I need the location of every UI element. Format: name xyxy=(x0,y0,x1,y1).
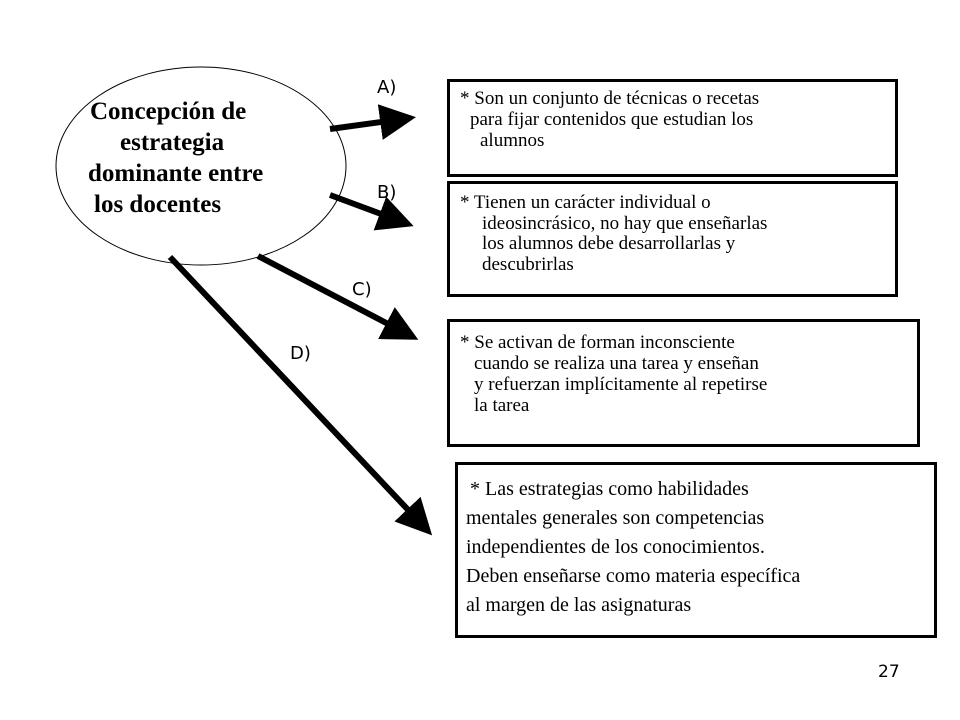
page-number: 27 xyxy=(878,662,900,682)
description-box-c xyxy=(447,319,920,447)
description-line: * Se activan de forman inconsciente xyxy=(460,332,735,353)
description-line: y refuerzan implícitamente al repetirse xyxy=(474,374,768,395)
description-line: los alumnos debe desarrollarlas y xyxy=(482,233,736,254)
branch-label-a: A) xyxy=(377,77,397,98)
branch-label-d: D) xyxy=(290,343,311,364)
central-concept-line: Concepción de xyxy=(90,98,247,125)
central-concept-line: dominante entre xyxy=(88,160,264,187)
description-line: Deben enseñarse como materia específica xyxy=(466,565,801,587)
arrow-a xyxy=(330,118,410,129)
description-line: mentales generales son competencias xyxy=(466,507,765,529)
description-line: descubrirlas xyxy=(482,253,574,275)
description-line: * Las estrategias como habilidades xyxy=(470,478,749,500)
description-line: independientes de los conocimientos. xyxy=(466,536,765,558)
central-concept-line: los docentes xyxy=(94,191,222,218)
description-box-b xyxy=(447,181,898,297)
description-line: alumnos xyxy=(480,130,545,151)
description-line: ideosincrásico, no hay que enseñarlas xyxy=(482,212,768,234)
central-concept-line: estrategia xyxy=(120,129,225,156)
description-box-a xyxy=(447,79,898,177)
description-box-d xyxy=(455,462,937,638)
description-line: * Son un conjunto de técnicas o recetas xyxy=(460,88,760,109)
arrow-d xyxy=(170,257,428,531)
description-line: cuando se realiza una tarea y enseñan xyxy=(474,353,759,374)
description-line: la tarea xyxy=(474,395,530,416)
branch-label-b: B) xyxy=(377,182,397,203)
branch-label-c: C) xyxy=(352,279,372,300)
description-line: * Tienen un carácter individual o xyxy=(460,192,711,213)
description-line: al margen de las asignaturas xyxy=(466,594,692,616)
arrow-c xyxy=(258,256,413,337)
central-concept xyxy=(88,96,328,220)
description-line: para fijar contenidos que estudian los xyxy=(470,109,754,130)
